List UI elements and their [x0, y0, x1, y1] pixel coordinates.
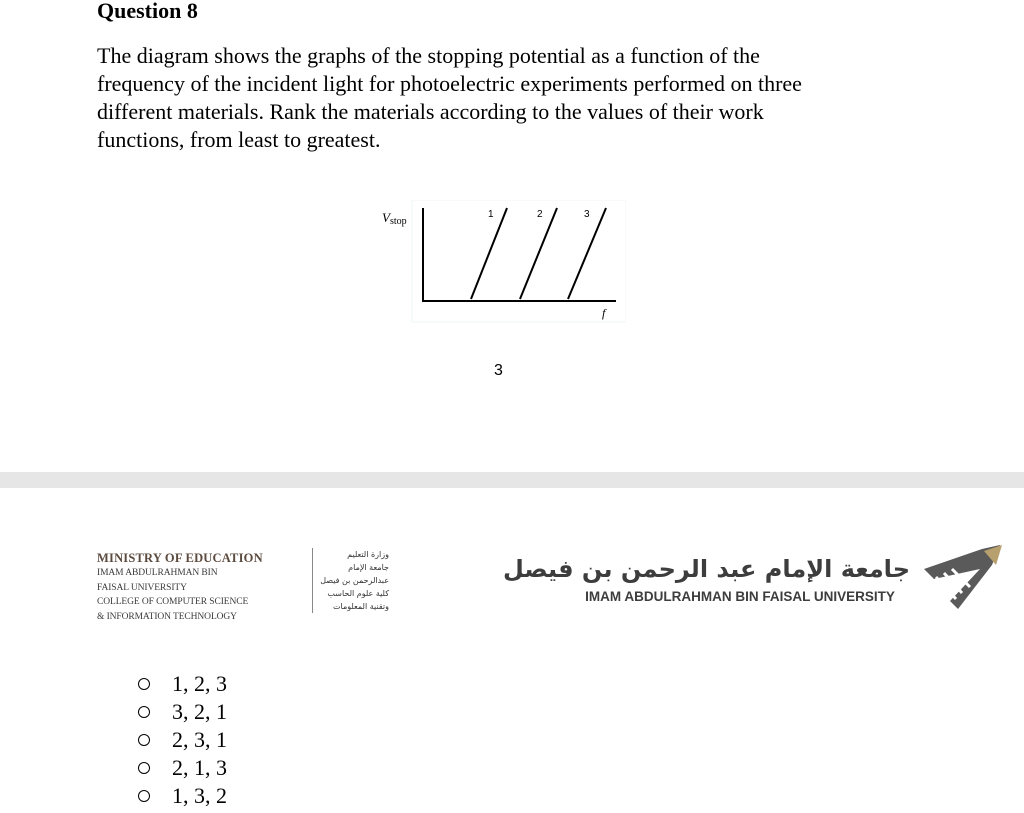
ministry-block: [97, 551, 263, 624]
radio-circle-icon[interactable]: [138, 762, 150, 774]
university-name-arabic: جامعة الإمام عبد الرحمن بن فيصل: [502, 555, 910, 583]
question-line: functions, from least to greatest.: [97, 127, 381, 152]
arabic-line: وتقنية المعلومات: [333, 602, 389, 611]
option-label: 3, 2, 1: [172, 699, 227, 724]
y-axis-label: Vstop: [382, 210, 407, 227]
ministry-line: & INFORMATION TECHNOLOGY: [97, 611, 237, 622]
graph-line-2: [520, 208, 557, 299]
radio-circle-icon[interactable]: [138, 734, 150, 746]
question-line: frequency of the incident light for photoelectric experiments performed on three: [97, 71, 802, 96]
line-label-1: 1: [488, 209, 494, 220]
option-label: 1, 2, 3: [172, 671, 227, 696]
option-label: 2, 3, 1: [172, 727, 227, 752]
arabic-line: كلية علوم الحاسب: [327, 589, 389, 598]
university-name-english: IMAM ABDULRAHMAN BIN FAISAL UNIVERSITY: [585, 589, 895, 604]
answer-options: [138, 670, 227, 810]
line-label-3: 3: [584, 209, 590, 220]
diagram-frame: [412, 200, 626, 322]
radio-circle-icon[interactable]: [138, 706, 150, 718]
answer-option-4[interactable]: [138, 754, 227, 782]
answer-option-5[interactable]: [138, 782, 227, 810]
graph-line-1: [471, 208, 507, 299]
ministry-line: MINISTRY OF EDUCATION: [97, 551, 263, 565]
radio-circle-icon[interactable]: [138, 790, 150, 802]
arabic-line: جامعة الإمام: [348, 563, 389, 572]
question-text: [97, 42, 897, 154]
x-axis-label: f: [602, 306, 606, 320]
option-label: 1, 3, 2: [172, 783, 227, 808]
answer-option-2[interactable]: [138, 698, 227, 726]
option-label: 2, 1, 3: [172, 755, 227, 780]
diagram-caption: 3: [494, 362, 503, 379]
ministry-line: COLLEGE OF COMPUTER SCIENCE: [97, 597, 249, 607]
university-logo-icon: [920, 543, 1005, 613]
radio-circle-icon[interactable]: [138, 678, 150, 690]
arabic-line: وزارة التعليم: [347, 550, 389, 559]
university-name-block: [502, 555, 910, 604]
graph-line-3: [568, 208, 606, 299]
stopping-potential-diagram: [376, 200, 626, 325]
arabic-line: عبدالرحمن بن فيصل: [320, 576, 389, 585]
question-title: Question 8: [97, 0, 198, 23]
question-line: The diagram shows the graphs of the stopping potential as a function of the: [97, 43, 760, 68]
page-divider: [0, 472, 1024, 488]
arabic-ministry-block: [312, 548, 389, 613]
answer-option-1[interactable]: [138, 670, 227, 698]
question-line: different materials. Rank the materials according to the values of their work: [97, 99, 764, 124]
ministry-line: FAISAL UNIVERSITY: [97, 582, 187, 593]
line-label-2: 2: [537, 209, 543, 220]
answer-option-3[interactable]: [138, 726, 227, 754]
ministry-line: IMAM ABDULRAHMAN BIN: [97, 568, 218, 578]
